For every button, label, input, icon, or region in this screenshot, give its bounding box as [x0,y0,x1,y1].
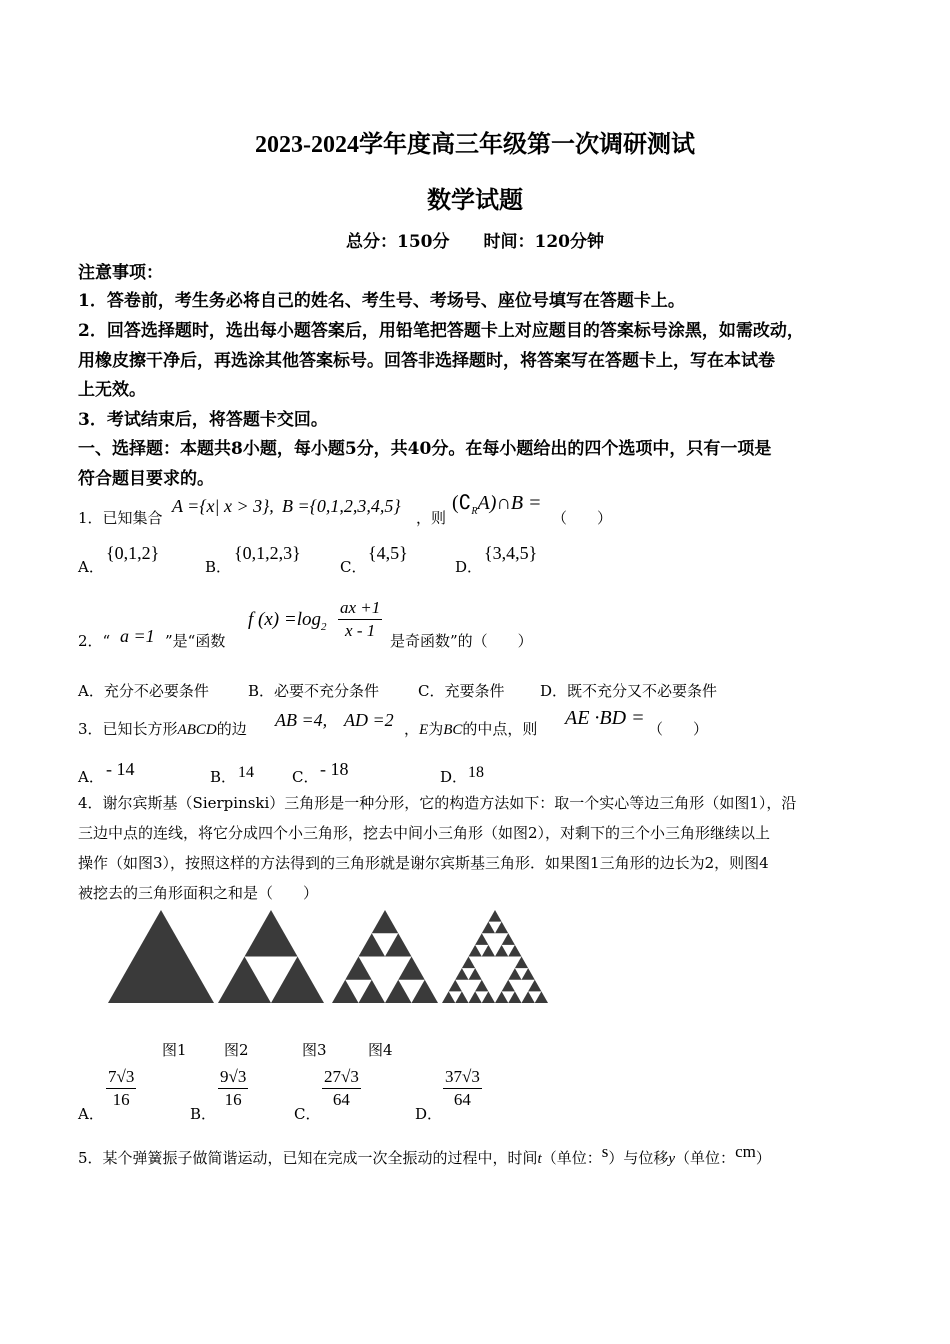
q4-option-fraction: $\frac{27√3}{64}$ [324,1067,359,1109]
score-time: 总分：150分 时间：120分钟 [346,232,604,252]
q3-ad: AD =2 [344,710,394,730]
q1-option-label: A． [78,558,104,576]
notes-line: 1．答卷前，考生务必将自己的姓名、考生号、考场号、座位号填写在答题卡上。 [78,291,685,311]
section-heading-cont: 符合题目要求的。 [78,469,214,489]
q3-blank: （ ） [648,720,709,738]
notes-line: 用橡皮擦干净后，再选涂其他答案标号。回答非选择题时，将答案写在答题卡上，写在本试卷 [78,351,775,371]
section-heading: 一、选择题：本题共8小题，每小题5分，共40分。在每小题给出的四个选项中，只有一项是 [78,439,772,459]
figure-label: 图3 [302,1041,327,1059]
q3-line-cont: ，E为BC的中点，则 [404,720,538,738]
solid-triangle [108,910,214,1003]
q3-option-value: - 14 [106,759,135,779]
q5-line: 5．某个弹簧振子做简谐运动，已知在完成一次全振动的过程中，时间t（单位：s）与位移y（单位：cm） [78,1142,771,1167]
q3-option-label: A． [78,768,104,786]
q4-option-label: C． [294,1105,321,1123]
notes-line: 上无效。 [78,380,146,400]
q3-option-label: D． [440,768,468,786]
q1-option-value: {0,1,2} [106,543,160,563]
sierpinski-figure-4 [442,910,548,1003]
q2-option: D．既不充分又不必要条件 [540,682,718,700]
q3-option-label: B． [210,768,237,786]
q2-mid: ”是“函数 [165,632,226,650]
q4-option-fraction: $\frac{9√3}{16}$ [220,1067,247,1109]
sierpinski-figure-2 [218,910,324,1003]
q2-option: A．充分不必要条件 [78,682,209,700]
q4-option-label: D． [415,1105,443,1123]
q2-option: B．必要不充分条件 [248,682,380,700]
q2-numerator: ax +1 [338,597,382,620]
q4-line: 被挖去的三角形面积之和是（ ） [78,884,319,902]
q1-then: ，则 [416,509,447,527]
q1-option-label: D． [455,558,483,576]
sierpinski-figures [100,905,560,1015]
q3-expr: AE ·BD = [565,707,645,729]
notes-line: 3．考试结束后，将答题卡交回。 [78,410,328,430]
q2-condition: a =1 [120,626,155,646]
figure-label: 图2 [224,1041,249,1059]
q1-expr: $(∁_RA)\cap B$ = [452,492,542,517]
q3-option-value: 14 [238,764,254,781]
notes-line: 2．回答选择题时，选出每小题答案后，用铅笔把答题卡上对应题目的答案标号涂黑，如需改动， [78,321,804,341]
sierpinski-figure-3 [332,910,438,1003]
q1-option-label: B． [205,558,232,576]
figure-label: 图4 [368,1041,393,1059]
q3-ab: AB =4, [275,710,328,730]
q3-line: 3．已知长方形ABCD的边 [78,720,247,738]
q3-option-value: - 18 [320,759,349,779]
q4-line: 4．谢尔宾斯基（Sierpinski）三角形是一种分形，它的构造方法如下：取一个实心等边三角形（如图1），沿 [78,794,797,812]
sierpinski-figure-1 [108,910,214,1003]
q1-prefix: 1．已知集合 [78,509,163,527]
q3-option-label: C． [292,768,319,786]
q1-option-value: {3,4,5} [484,543,538,563]
q4-line: 三边中点的连线，将它分成四个小三角形，挖去中间小三角形（如图2），对剩下的三个小三角形继续以上 [78,824,771,842]
q4-option-label: B． [190,1105,217,1123]
q2-prefix: 2．“ [78,632,111,650]
exam-title: 2023-2024学年度高三年级第一次调研测试 [255,132,695,158]
q2-option: C．充要条件 [418,682,505,700]
q3-option-value: 18 [468,764,484,781]
q4-option-fraction: $\frac{37√3}{64}$ [445,1067,480,1109]
q2-fraction [338,597,382,642]
q2-suffix: 是奇函数”的（ ） [390,632,533,650]
q4-option-label: A． [78,1105,104,1123]
subject-title: 数学试题 [427,188,523,214]
q1-set-b: B ={0,1,2,3,4,5} [282,496,401,516]
q2-func: f $(x) =\log_2$ [248,609,327,633]
q1-option-label: C． [340,558,367,576]
q1-set-a: A ={x| x > 3}, [172,496,274,516]
q1-blank: （ ） [552,509,613,527]
notes-heading: 注意事项： [78,263,163,283]
q1-option-value: {4,5} [368,543,408,563]
q4-option-fraction: $\frac{7√3}{16}$ [108,1067,135,1109]
q2-denominator: x - 1 [345,621,376,640]
q4-line: 操作（如图3），按照这样的方法得到的三角形就是谢尔宾斯基三角形．如果图1三角形的边长为2，则图4 [78,854,769,872]
figure-label: 图1 [162,1041,187,1059]
q1-option-value: {0,1,2,3} [234,543,301,563]
